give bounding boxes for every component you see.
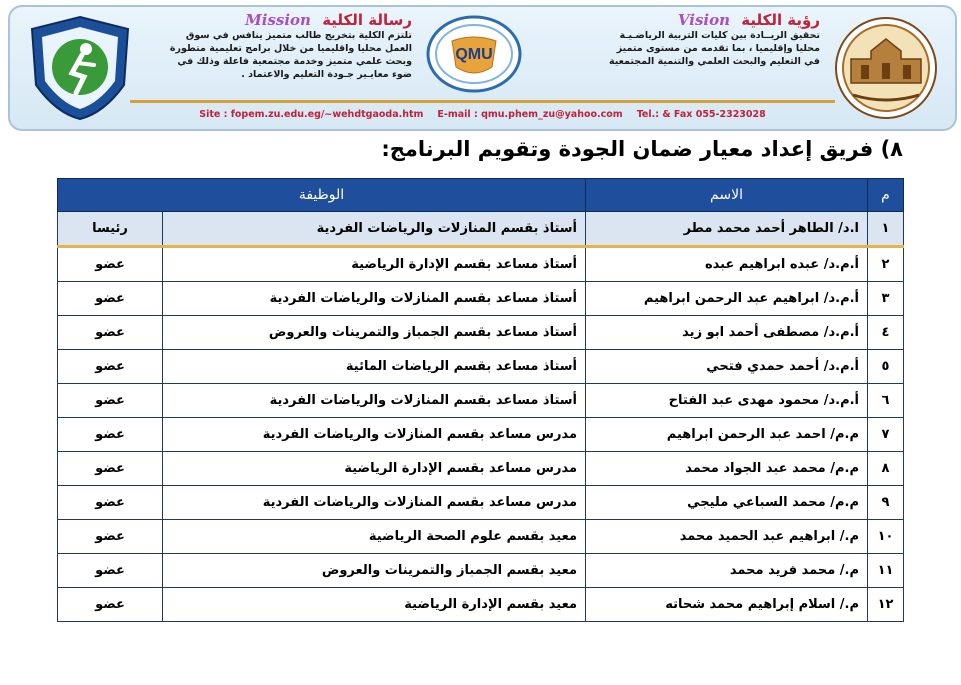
team-table bbox=[57, 178, 904, 622]
cell-role: عضو bbox=[58, 520, 163, 554]
cell-job: مدرس مساعد بقسم المنازلات والرياضات الفردية bbox=[163, 418, 586, 452]
cell-name: أ.م.د/ محمود مهدى عبد الفتاح bbox=[586, 384, 868, 418]
cell-name: م./ ابراهيم عبد الحميد محمد bbox=[586, 520, 868, 554]
cell-role: عضو bbox=[58, 384, 163, 418]
table-header-row bbox=[58, 179, 904, 212]
header-name: الاسم bbox=[586, 179, 868, 212]
mission-line: ضوء معايـير جـودة التعليم والاعتماد . bbox=[241, 69, 412, 80]
section-title: ٨) فريق إعداد معيار ضمان الجودة وتقويم البرنامج: bbox=[381, 137, 903, 161]
site-url[interactable]: Site : fopem.zu.edu.eg/~wehdtgaoda.htm bbox=[199, 108, 424, 120]
table-row bbox=[58, 247, 904, 282]
cell-job: أستاذ مساعد بقسم المنازلات والرياضات الفردية bbox=[163, 282, 586, 316]
table-row bbox=[58, 486, 904, 520]
cell-role: عضو bbox=[58, 588, 163, 622]
cell-job: معيد بقسم علوم الصحة الرياضية bbox=[163, 520, 586, 554]
cell-role: عضو bbox=[58, 247, 163, 282]
cell-role: عضو bbox=[58, 350, 163, 384]
email-link[interactable]: E-mail : qmu.phem_zu@yahoo.com bbox=[437, 108, 623, 120]
cell-job: معيد بقسم الإدارة الرياضية bbox=[163, 588, 586, 622]
cell-num: ٤ bbox=[868, 316, 904, 350]
cell-num: ٦ bbox=[868, 384, 904, 418]
cell-num: ١ bbox=[868, 212, 904, 247]
cell-name: أ.م.د/ أحمد حمدي فتحي bbox=[586, 350, 868, 384]
cell-role: عضو bbox=[58, 554, 163, 588]
cell-name: م.م/ محمد عبد الجواد محمد bbox=[586, 452, 868, 486]
mission-title-en: Mission bbox=[245, 11, 311, 29]
mission-line: وبحث علمي متميز وخدمة مجتمعية فاعلة وذلك في bbox=[177, 56, 412, 67]
cell-num: ٥ bbox=[868, 350, 904, 384]
cell-job: مدرس مساعد بقسم المنازلات والرياضات الفردية bbox=[163, 486, 586, 520]
table-row bbox=[58, 384, 904, 418]
vision-box bbox=[550, 11, 820, 97]
vision-heading bbox=[550, 11, 820, 29]
cell-job: أستاذ بقسم المنازلات والرياضات الفردية bbox=[163, 212, 586, 247]
mission-heading bbox=[150, 11, 412, 29]
cell-role: عضو bbox=[58, 486, 163, 520]
table-row bbox=[58, 520, 904, 554]
cell-name: م.م/ احمد عبد الرحمن ابراهيم bbox=[586, 418, 868, 452]
header-job: الوظيفة bbox=[58, 179, 586, 212]
table-row bbox=[58, 212, 904, 247]
vision-title-ar: رؤية الكلية bbox=[741, 11, 820, 29]
cell-name: أ.م.د/ عبده ابراهيم عبده bbox=[586, 247, 868, 282]
table-row bbox=[58, 554, 904, 588]
table-row bbox=[58, 316, 904, 350]
cell-job: أستاذ مساعد بقسم الجمباز والتمرينات والعروض bbox=[163, 316, 586, 350]
cell-role: رئيسا bbox=[58, 212, 163, 247]
cell-role: عضو bbox=[58, 282, 163, 316]
mission-line: العمل محليا واقليميا من خلال برامج تعليمية متطورة bbox=[169, 43, 412, 54]
cell-name: أ.م.د/ ابراهيم عبد الرحمن ابراهيم bbox=[586, 282, 868, 316]
mission-title-ar: رسالة الكلية bbox=[322, 11, 412, 29]
vision-line: محليا وإقليميا ، بما تقدمه من مستوى متميز bbox=[616, 43, 820, 54]
cell-name: أ.م.د/ مصطفى أحمد ابو زيد bbox=[586, 316, 868, 350]
cell-name: م./ محمد فريد محمد bbox=[586, 554, 868, 588]
table-row bbox=[58, 452, 904, 486]
cell-num: ٣ bbox=[868, 282, 904, 316]
cell-name: م.م/ محمد السباعي مليجي bbox=[586, 486, 868, 520]
vision-line: في التعليم والبحث العلمي والتنمية المجتمعية bbox=[609, 56, 820, 67]
mission-box bbox=[150, 11, 412, 97]
cell-num: ١١ bbox=[868, 554, 904, 588]
cell-job: معيد بقسم الجمباز والتمرينات والعروض bbox=[163, 554, 586, 588]
cell-name: م./ اسلام إبراهيم محمد شحاته bbox=[586, 588, 868, 622]
cell-num: ٩ bbox=[868, 486, 904, 520]
cell-num: ٧ bbox=[868, 418, 904, 452]
cell-num: ٢ bbox=[868, 247, 904, 282]
cell-role: عضو bbox=[58, 418, 163, 452]
header-banner bbox=[8, 5, 957, 131]
contact-bar bbox=[10, 103, 955, 125]
cell-job: مدرس مساعد بقسم الإدارة الرياضية bbox=[163, 452, 586, 486]
cell-name: ا.د/ الطاهر أحمد محمد مطر bbox=[586, 212, 868, 247]
cell-job: أستاذ مساعد بقسم المنازلات والرياضات الفردية bbox=[163, 384, 586, 418]
cell-role: عضو bbox=[58, 316, 163, 350]
qmu-logo-text: QMU bbox=[455, 46, 493, 63]
table-row bbox=[58, 350, 904, 384]
header-num: م bbox=[868, 179, 904, 212]
cell-num: ١٠ bbox=[868, 520, 904, 554]
tel-fax: Tel.: & Fax 055-2323028 bbox=[636, 108, 766, 120]
mission-line: تلتزم الكلية بتخريج طالب متميز ينافس في سوق bbox=[185, 30, 412, 41]
cell-job: أستاذ مساعد بقسم الرياضات المائية bbox=[163, 350, 586, 384]
cell-num: ٨ bbox=[868, 452, 904, 486]
qmu-logo bbox=[422, 13, 526, 95]
vision-line: تحقيق الريــادة بين كليات التربية الرياضـيـة bbox=[619, 30, 820, 41]
cell-job: أستاذ مساعد بقسم الإدارة الرياضية bbox=[163, 247, 586, 282]
vision-title-en: Vision bbox=[677, 11, 731, 29]
table-row bbox=[58, 418, 904, 452]
table-row bbox=[58, 282, 904, 316]
team-table-wrap bbox=[57, 178, 903, 622]
cell-role: عضو bbox=[58, 452, 163, 486]
table-row bbox=[58, 588, 904, 622]
cell-num: ١٢ bbox=[868, 588, 904, 622]
